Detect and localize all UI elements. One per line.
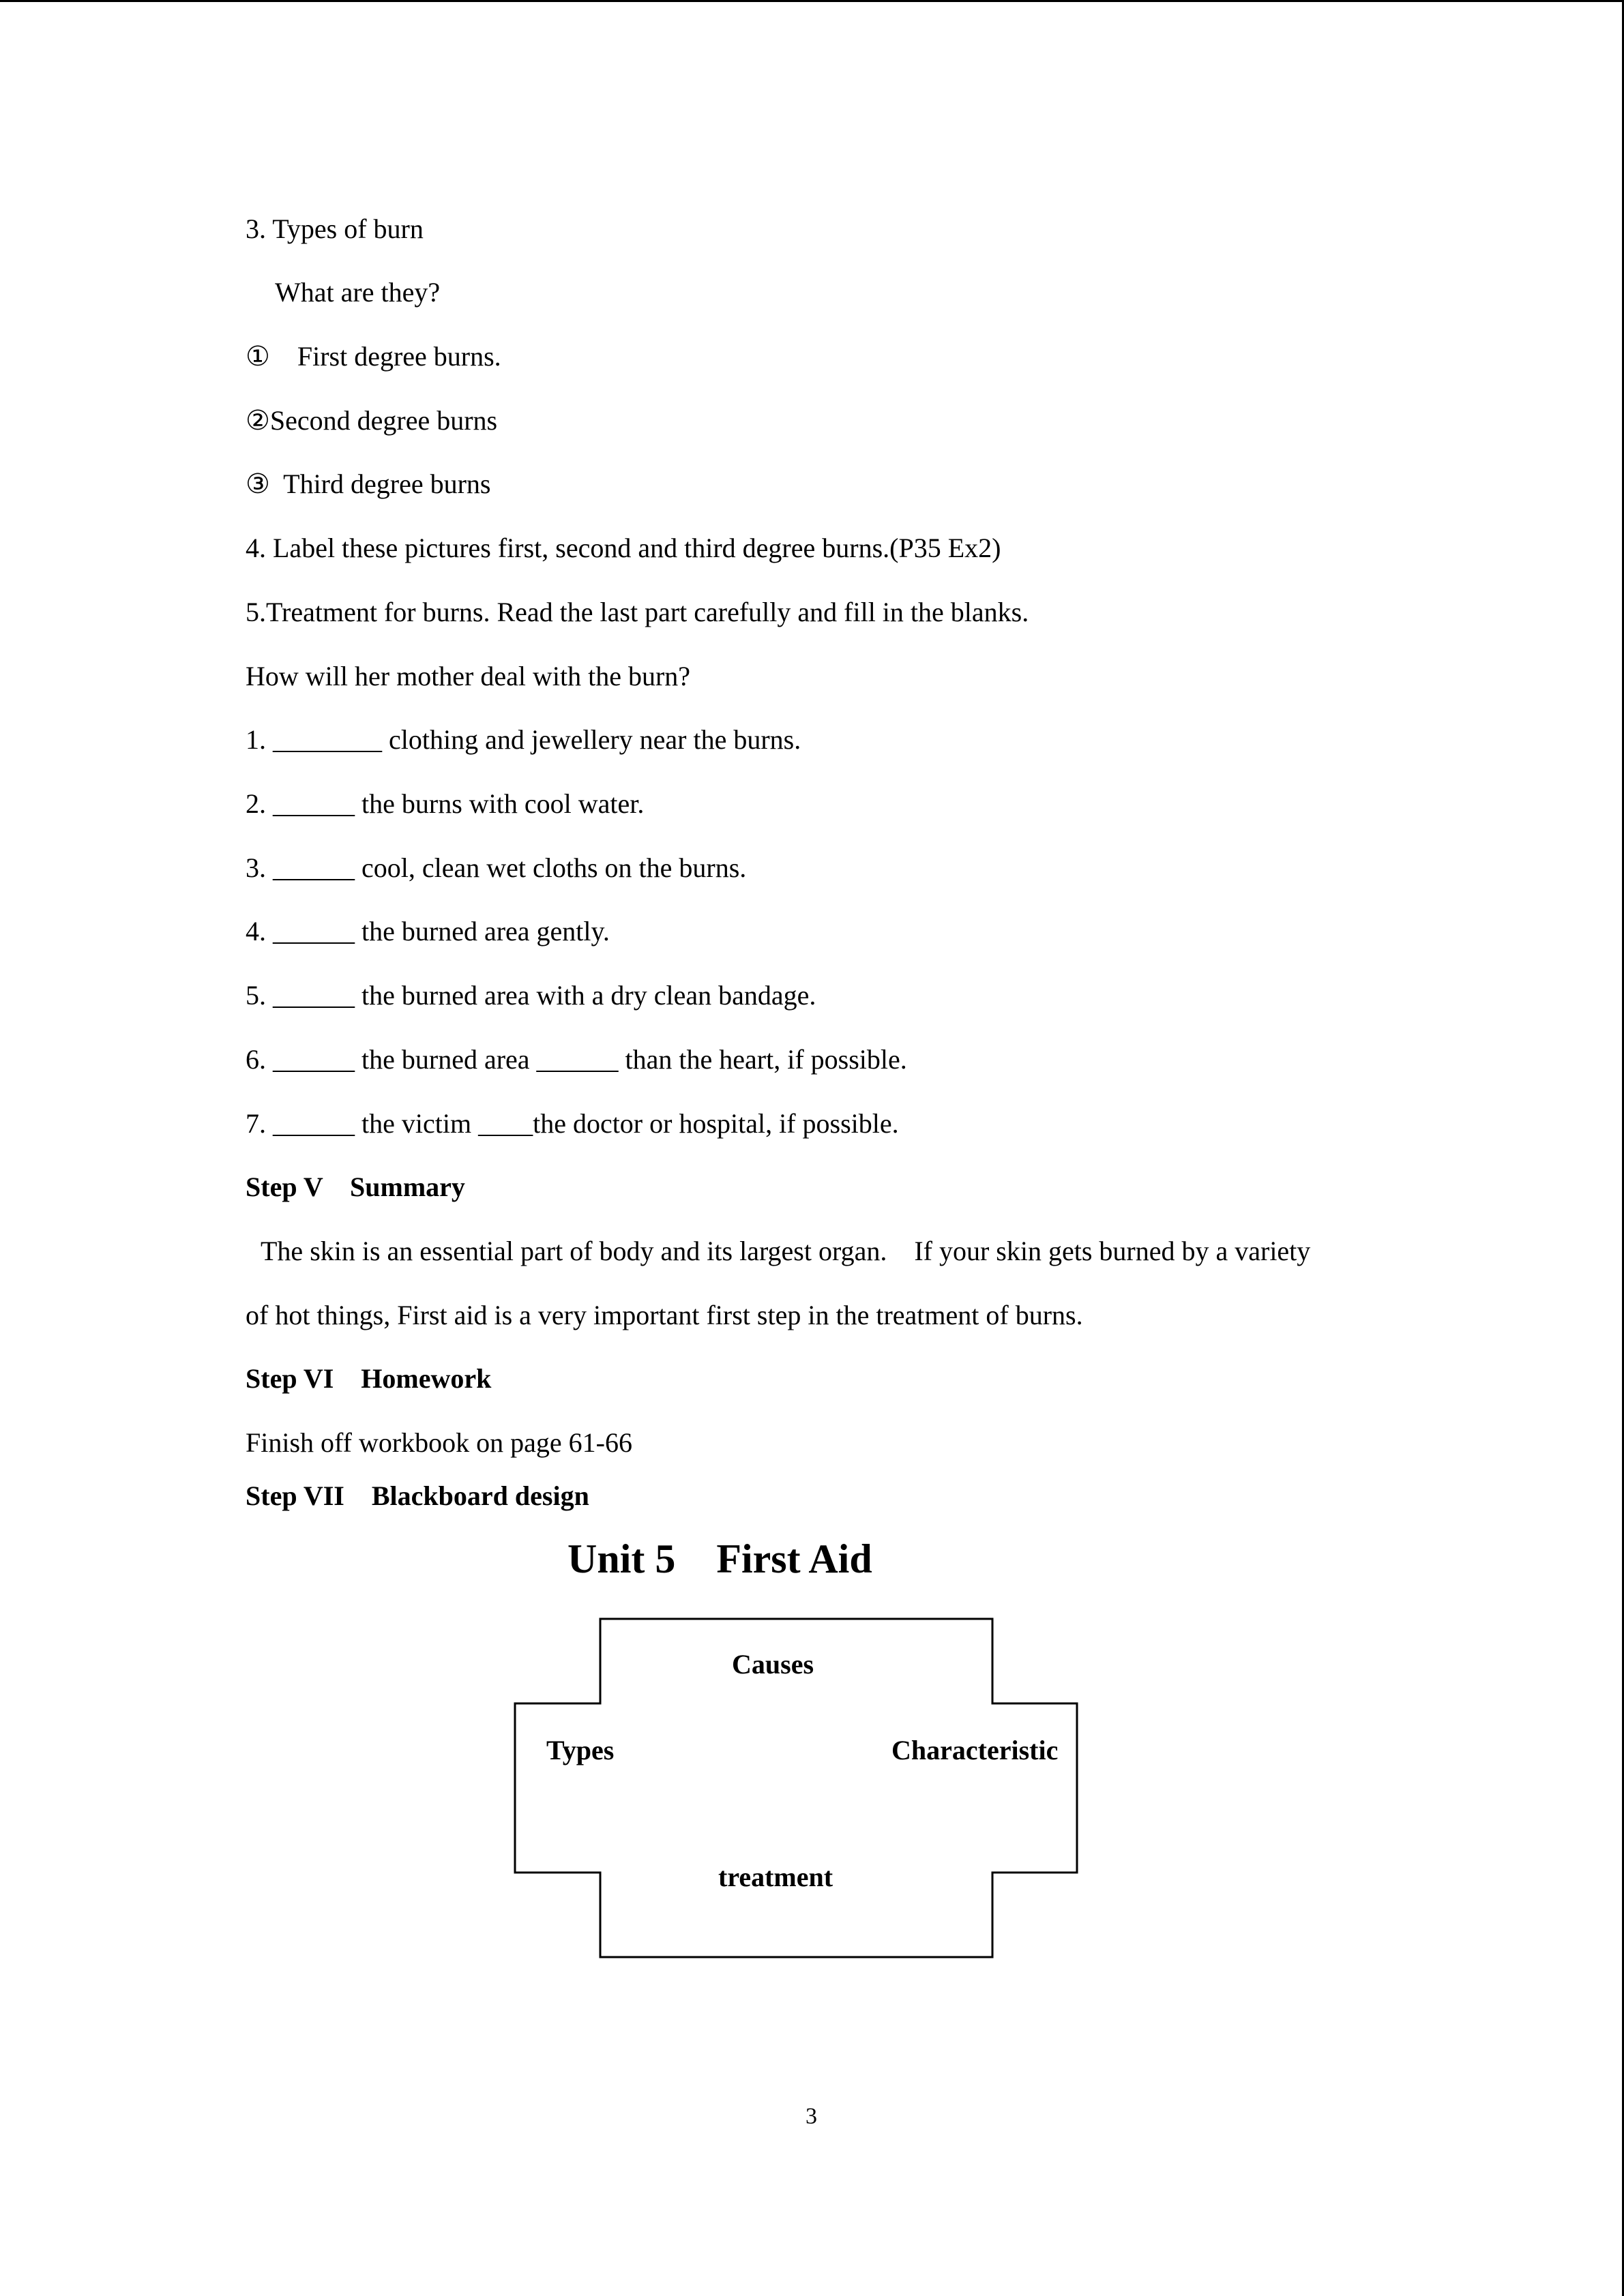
burn-type-second: ②Second degree burns [246,405,498,436]
diagram-label-treatment: treatment [718,1862,833,1892]
label-pictures-instruction: 4. Label these pictures first, second and third degree burns.(P35 Ex2) [246,533,1001,563]
types-of-burn-heading: 3. Types of burn [246,213,424,244]
burn-type-third: ③ Third degree burns [246,468,491,499]
treatment-instruction: 5.Treatment for burns. Read the last part carefully and fill in the blanks. [246,597,1029,627]
step-6-heading: Step VI Homework [246,1363,492,1394]
burn-type-first: ① First degree burns. [246,341,501,372]
fill-blank-item-2: 2. ______ the burns with cool water. [246,788,645,819]
fill-blank-item-7: 7. ______ the victim ____the doctor or hospital, if possible. [246,1108,899,1139]
fill-blank-item-3: 3. ______ cool, clean wet cloths on the burns. [246,852,747,883]
question-text: What are they? [275,277,441,308]
step-7-heading: Step VII Blackboard design [246,1480,589,1511]
summary-line-2: of hot things, First aid is a very important first step in the treatment of burns. [246,1300,1083,1330]
diagram-label-causes: Causes [732,1649,814,1680]
fill-blank-item-1: 1. ________ clothing and jewellery near the burns. [246,724,801,755]
fill-blank-item-4: 4. ______ the burned area gently. [246,916,610,946]
diagram-label-types: Types [546,1735,615,1765]
step-5-heading: Step V Summary [246,1172,465,1202]
fill-blank-item-6: 6. ______ the burned area ______ than the heart, if possible. [246,1044,907,1075]
treatment-question: How will her mother deal with the burn? [246,661,691,691]
diagram-label-characteristic: Characteristic [891,1735,1059,1765]
blackboard-title: Unit 5 First Aid [567,1536,872,1581]
fill-blank-item-5: 5. ______ the burned area with a dry clean bandage. [246,980,816,1011]
summary-line-1: The skin is an essential part of body and its largest organ. If your skin gets burned by a variety [261,1236,1311,1266]
homework-text: Finish off workbook on page 61-66 [246,1427,632,1458]
page-number: 3 [806,2104,817,2129]
